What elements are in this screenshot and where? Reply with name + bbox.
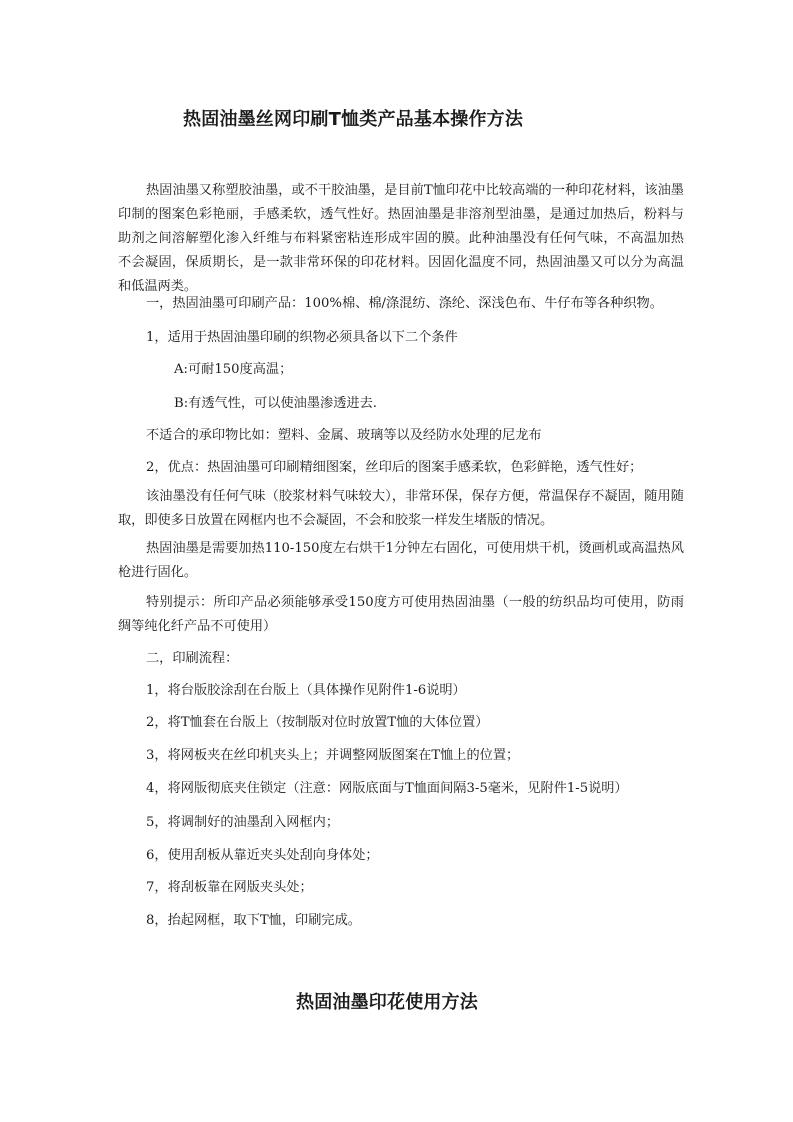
no-odor-paragraph: 该油墨没有任何气味（胶浆材料气味较大），非常环保，保存方便，常温保存不凝固，随用随取，即使多日放置在网框内也不会凝固，不会和胶浆一样发生堵版的情况。 bbox=[118, 489, 684, 528]
unsuitable-materials: 不适合的承印物比如：塑料、金属、玻璃等以及经防水处理的尼龙布 bbox=[146, 428, 542, 443]
condition-b: B:有透气性，可以使油墨渗透进去. bbox=[174, 396, 377, 411]
step-item: 1，将台版胶涂刮在台版上（具体操作见附件1-6说明） bbox=[146, 683, 466, 698]
item-1: 1，适用于热固油墨印刷的织物必须具备以下二个条件 bbox=[146, 330, 458, 345]
step-item: 4，将网版彻底夹住锁定（注意：网版底面与T恤面间隔3-5毫米，见附件1-5说明） bbox=[146, 781, 628, 796]
special-tip-paragraph: 特别提示：所印产品必须能够承受150度方可使用热固油墨（一般的纺织品均可使用，防雨绸等纯化纤产品不可使用） bbox=[118, 595, 684, 634]
curing-paragraph: 热固油墨是需要加热110-150度左右烘干1分钟左右固化，可使用烘干机，烫画机或高温热风枪进行固化。 bbox=[118, 541, 684, 580]
section1-heading: 一，热固油墨可印刷产品：100%棉、棉/涤混纺、涤纶、深浅色布、牛仔布等各种织物。 bbox=[146, 296, 663, 311]
step-item: 3，将网板夹在丝印机夹头上；并调整网版图案在T恤上的位置； bbox=[146, 748, 520, 763]
step-item: 2，将T恤套在台版上（按制版对位时放置T恤的大体位置） bbox=[146, 715, 489, 730]
condition-a: A:可耐150度高温； bbox=[174, 362, 293, 377]
step-item: 6，使用刮板从靠近夹头处刮向身体处； bbox=[146, 848, 379, 863]
intro-paragraph: 热固油墨又称塑胶油墨，或不干胶油墨，是目前T恤印花中比较高端的一种印花材料，该油墨印制的图案色彩艳丽，手感柔软，透气性好。热固油墨是非溶剂型油墨，是通过加热后，粉料与助剂之间溶解塑化渗入纤维与布料紧密粘连形成牢固的膜。此种油墨没有任何气味，不高温加热不会凝固，保质期长，是一款非常环保的印花材料。因固化温度不同，热固油墨又可以分为高温和低温两类。 bbox=[118, 183, 684, 294]
step-item: 5，将调制好的油墨刮入网框内； bbox=[146, 815, 340, 830]
document-title: 热固油墨丝网印刷T恤类产品基本操作方法 bbox=[183, 109, 524, 130]
step-item: 8，抬起网框，取下T恤，印刷完成。 bbox=[146, 913, 361, 928]
section2-heading: 二，印刷流程： bbox=[146, 651, 239, 666]
item-2-advantages: 2，优点：热固油墨可印刷精细图案，丝印后的图案手感柔软，色彩鲜艳，透气性好； bbox=[146, 460, 643, 475]
section-title-2: 热固油墨印花使用方法 bbox=[296, 992, 478, 1013]
step-item: 7，将刮板靠在网版夹头处； bbox=[146, 880, 313, 895]
